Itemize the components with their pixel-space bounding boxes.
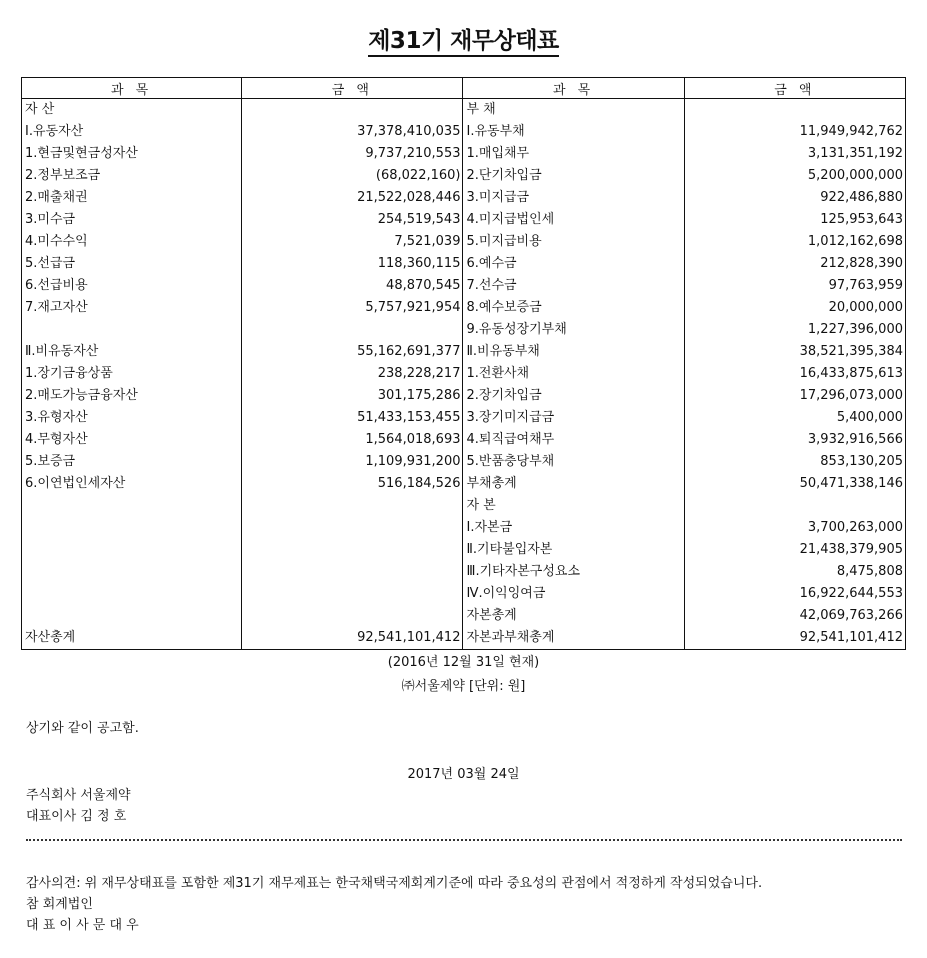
liability-amount-cell: 125,953,643 bbox=[684, 209, 905, 231]
asset-amount-cell bbox=[242, 319, 463, 341]
asset-account-cell: 2.매도가능금융자산 bbox=[22, 385, 242, 407]
asset-amount-cell bbox=[242, 99, 463, 122]
asset-account-cell: 2.매출채권 bbox=[22, 187, 242, 209]
liability-amount-cell: 853,130,205 bbox=[684, 451, 905, 473]
asset-account-cell: 6.선급비용 bbox=[22, 275, 242, 297]
asset-amount-cell bbox=[242, 583, 463, 605]
liability-account-cell: 1.매입채무 bbox=[463, 143, 684, 165]
liability-account-cell: 4.퇴직급여채무 bbox=[463, 429, 684, 451]
asset-account-cell: 1.현금및현금성자산 bbox=[22, 143, 242, 165]
liability-account-cell: 6.예수금 bbox=[463, 253, 684, 275]
asset-amount-cell: 7,521,039 bbox=[242, 231, 463, 253]
asset-account-cell: 자 산 bbox=[22, 99, 242, 122]
asset-amount-cell bbox=[242, 495, 463, 517]
liability-amount-cell: 1,227,396,000 bbox=[684, 319, 905, 341]
ceo-name: 대표이사 김 정 호 bbox=[26, 809, 127, 824]
liability-amount-cell: 50,471,338,146 bbox=[684, 473, 905, 495]
liability-amount-cell: 5,400,000 bbox=[684, 407, 905, 429]
asset-account-cell bbox=[22, 605, 242, 627]
liability-amount-cell: 16,433,875,613 bbox=[684, 363, 905, 385]
auditor-firm: 참 회계법인 bbox=[26, 897, 93, 912]
table-row bbox=[22, 583, 906, 605]
asset-amount-cell: 1,564,018,693 bbox=[242, 429, 463, 451]
liability-account-cell: 2.단기차입금 bbox=[463, 165, 684, 187]
asset-amount-cell: 51,433,153,455 bbox=[242, 407, 463, 429]
liability-amount-cell: 1,012,162,698 bbox=[684, 231, 905, 253]
balance-sheet-table bbox=[21, 77, 906, 650]
asset-account-cell: 4.미수수익 bbox=[22, 231, 242, 253]
header-amount-assets: 금 액 bbox=[242, 78, 463, 99]
table-row bbox=[22, 473, 906, 495]
asset-amount-cell: 48,870,545 bbox=[242, 275, 463, 297]
liability-amount-cell: 17,296,073,000 bbox=[684, 385, 905, 407]
liability-amount-cell: 5,200,000,000 bbox=[684, 165, 905, 187]
table-row bbox=[22, 627, 906, 650]
header-account-assets: 과 목 bbox=[22, 78, 242, 99]
table-row bbox=[22, 561, 906, 583]
table-row bbox=[22, 253, 906, 275]
liability-amount-cell: 922,486,880 bbox=[684, 187, 905, 209]
table-row bbox=[22, 605, 906, 627]
liability-account-cell: 부채총계 bbox=[463, 473, 684, 495]
liability-amount-cell: 212,828,390 bbox=[684, 253, 905, 275]
liability-account-cell: Ⅱ.비유동부채 bbox=[463, 341, 684, 363]
as-of-date: (2016년 12월 31일 현재) bbox=[387, 655, 540, 670]
table-row bbox=[22, 517, 906, 539]
asset-account-cell bbox=[22, 583, 242, 605]
table-row bbox=[22, 209, 906, 231]
asset-account-cell: 2.정부보조금 bbox=[22, 165, 242, 187]
table-row bbox=[22, 275, 906, 297]
asset-account-cell: 7.재고자산 bbox=[22, 297, 242, 319]
liability-amount-cell bbox=[684, 495, 905, 517]
asset-account-cell: 3.유형자산 bbox=[22, 407, 242, 429]
asset-account-cell: Ⅱ.비유동자산 bbox=[22, 341, 242, 363]
asset-account-cell bbox=[22, 539, 242, 561]
asset-account-cell: 4.무형자산 bbox=[22, 429, 242, 451]
asset-amount-cell: (68,022,160) bbox=[242, 165, 463, 187]
announcement-text: 상기와 같이 공고함. bbox=[26, 721, 139, 736]
table-row bbox=[22, 231, 906, 253]
company-unit: ㈜서울제약 [단위: 원] bbox=[401, 679, 526, 694]
asset-amount-cell: 92,541,101,412 bbox=[242, 627, 463, 650]
liability-amount-cell: 11,949,942,762 bbox=[684, 121, 905, 143]
auditor-ceo: 대 표 이 사 문 대 우 bbox=[26, 918, 139, 933]
asset-amount-cell bbox=[242, 517, 463, 539]
table-row bbox=[22, 385, 906, 407]
asset-amount-cell: 37,378,410,035 bbox=[242, 121, 463, 143]
liability-account-cell: 5.미지급비용 bbox=[463, 231, 684, 253]
asset-account-cell: Ⅰ.유동자산 bbox=[22, 121, 242, 143]
audit-opinion: 감사의견: 위 재무상태표를 포함한 제31기 재무제표는 한국채택국제회계기준에 따라 중요성의 관점에서 적정하게 작성되었습니다. bbox=[26, 876, 763, 891]
asset-amount-cell: 516,184,526 bbox=[242, 473, 463, 495]
asset-amount-cell: 21,522,028,446 bbox=[242, 187, 463, 209]
liability-account-cell: 8.예수보증금 bbox=[463, 297, 684, 319]
asset-amount-cell bbox=[242, 539, 463, 561]
liability-account-cell: Ⅲ.기타자본구성요소 bbox=[463, 561, 684, 583]
liability-account-cell: 부 채 bbox=[463, 99, 684, 122]
table-row bbox=[22, 187, 906, 209]
table-row bbox=[22, 495, 906, 517]
liability-amount-cell: 97,763,959 bbox=[684, 275, 905, 297]
liability-account-cell: 2.장기차입금 bbox=[463, 385, 684, 407]
liability-account-cell: 7.선수금 bbox=[463, 275, 684, 297]
liability-amount-cell: 3,932,916,566 bbox=[684, 429, 905, 451]
liability-amount-cell bbox=[684, 99, 905, 122]
header-amount-liabilities: 금 액 bbox=[684, 78, 905, 99]
asset-account-cell: 5.선급금 bbox=[22, 253, 242, 275]
statement-title: 제31기 재무상태표 bbox=[0, 22, 927, 55]
table-header-row bbox=[22, 78, 906, 99]
table-row bbox=[22, 143, 906, 165]
liability-account-cell: 1.전환사채 bbox=[463, 363, 684, 385]
table-row bbox=[22, 363, 906, 385]
asset-amount-cell: 118,360,115 bbox=[242, 253, 463, 275]
company-name: 주식회사 서울제약 bbox=[26, 788, 131, 803]
liability-account-cell: 자 본 bbox=[463, 495, 684, 517]
liability-amount-cell: 3,131,351,192 bbox=[684, 143, 905, 165]
asset-account-cell: 자산총계 bbox=[22, 627, 242, 650]
asset-account-cell: 1.장기금융상품 bbox=[22, 363, 242, 385]
liability-account-cell: Ⅳ.이익잉여금 bbox=[463, 583, 684, 605]
liability-account-cell: 9.유동성장기부채 bbox=[463, 319, 684, 341]
liability-amount-cell: 8,475,808 bbox=[684, 561, 905, 583]
asset-amount-cell bbox=[242, 605, 463, 627]
table-row bbox=[22, 99, 906, 122]
header-account-liabilities: 과 목 bbox=[463, 78, 684, 99]
table-row bbox=[22, 121, 906, 143]
asset-amount-cell: 254,519,543 bbox=[242, 209, 463, 231]
asset-account-cell: 5.보증금 bbox=[22, 451, 242, 473]
asset-account-cell: 3.미수금 bbox=[22, 209, 242, 231]
asset-account-cell bbox=[22, 517, 242, 539]
asset-account-cell bbox=[22, 561, 242, 583]
table-row bbox=[22, 297, 906, 319]
asset-amount-cell: 5,757,921,954 bbox=[242, 297, 463, 319]
asset-amount-cell: 55,162,691,377 bbox=[242, 341, 463, 363]
asset-account-cell bbox=[22, 319, 242, 341]
announcement-date: 2017년 03월 24일 bbox=[407, 767, 520, 782]
asset-amount-cell: 301,175,286 bbox=[242, 385, 463, 407]
liability-account-cell: 5.반품충당부채 bbox=[463, 451, 684, 473]
table-row bbox=[22, 539, 906, 561]
asset-account-cell: 6.이연법인세자산 bbox=[22, 473, 242, 495]
dotted-divider bbox=[26, 839, 902, 841]
asset-amount-cell: 1,109,931,200 bbox=[242, 451, 463, 473]
liability-account-cell: 자본과부채총계 bbox=[463, 627, 684, 650]
liability-account-cell: Ⅰ.자본금 bbox=[463, 517, 684, 539]
asset-amount-cell: 238,228,217 bbox=[242, 363, 463, 385]
table-row bbox=[22, 451, 906, 473]
table-row bbox=[22, 319, 906, 341]
table-body bbox=[22, 99, 906, 650]
liability-account-cell: Ⅰ.유동부채 bbox=[463, 121, 684, 143]
liability-amount-cell: 38,521,395,384 bbox=[684, 341, 905, 363]
liability-amount-cell: 21,438,379,905 bbox=[684, 539, 905, 561]
asset-amount-cell: 9,737,210,553 bbox=[242, 143, 463, 165]
table-row bbox=[22, 165, 906, 187]
asset-account-cell bbox=[22, 495, 242, 517]
table-row bbox=[22, 407, 906, 429]
liability-account-cell: 자본총계 bbox=[463, 605, 684, 627]
liability-amount-cell: 42,069,763,266 bbox=[684, 605, 905, 627]
liability-amount-cell: 20,000,000 bbox=[684, 297, 905, 319]
liability-account-cell: 4.미지급법인세 bbox=[463, 209, 684, 231]
liability-account-cell: 3.장기미지급금 bbox=[463, 407, 684, 429]
table-row bbox=[22, 429, 906, 451]
liability-amount-cell: 16,922,644,553 bbox=[684, 583, 905, 605]
asset-amount-cell bbox=[242, 561, 463, 583]
liability-account-cell: 3.미지급금 bbox=[463, 187, 684, 209]
table-row bbox=[22, 341, 906, 363]
liability-amount-cell: 3,700,263,000 bbox=[684, 517, 905, 539]
liability-account-cell: Ⅱ.기타불입자본 bbox=[463, 539, 684, 561]
liability-amount-cell: 92,541,101,412 bbox=[684, 627, 905, 650]
